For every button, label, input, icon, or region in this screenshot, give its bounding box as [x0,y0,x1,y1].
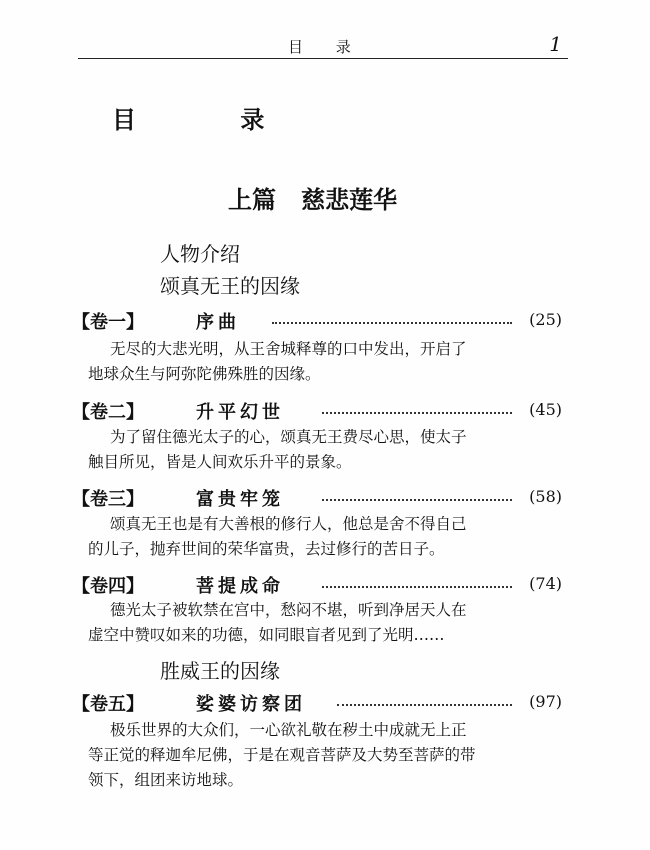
entry-desc-line: 极乐世界的大众们，一心欲礼敬在秽土中成就无上正 [110,721,467,739]
entry-desc-line: 领下，组团来访地球。 [88,771,244,789]
page-ref: (25) [529,310,562,329]
header-rule [78,58,568,59]
dot-leader [322,586,512,588]
page-number: 1 [549,32,562,56]
toc-entry-1[interactable] [72,308,562,336]
toc-entry-5[interactable] [72,690,562,718]
toc-title: 目 录 [112,106,313,134]
entry-desc-line: 德光太子被软禁在宫中，愁闷不堪，听到净居天人在 [110,601,467,619]
volume-label: 【卷四】 [72,576,144,597]
chapter-title: 娑婆访察团 [196,694,306,715]
page-ref: (58) [529,487,562,506]
toc-entry-4[interactable] [72,572,562,600]
header-title: 目 录 [288,38,365,56]
volume-label: 【卷三】 [72,489,144,510]
section-heading-yin1: 颂真无王的因缘 [160,274,300,298]
entry-desc-line: 虚空中赞叹如来的功德，如同眼盲者见到了光明…… [88,626,445,644]
part-title: 上篇 慈悲莲华 [228,185,398,214]
volume-label: 【卷五】 [72,694,144,715]
page-ref: (74) [529,574,562,593]
section-heading-yin2: 胜威王的因缘 [160,659,280,683]
page-ref: (97) [529,692,562,711]
toc-entry-2[interactable] [72,398,562,426]
chapter-title: 升平幻世 [196,402,284,423]
dot-leader [337,704,512,706]
toc-entry-3[interactable] [72,485,562,513]
entry-desc-line: 地球众生与阿弥陀佛殊胜的因缘。 [88,365,321,383]
volume-label: 【卷一】 [72,312,144,333]
entry-desc-line: 等正觉的释迦牟尼佛，于是在观音菩萨及大势至菩萨的带 [88,746,476,764]
volume-label: 【卷二】 [72,402,144,423]
section-heading-intro: 人物介绍 [160,242,240,266]
entry-desc-line: 的儿子，抛弃世间的荣华富贵，去过修行的苦日子。 [88,540,445,558]
dot-leader [272,322,512,324]
chapter-title: 序曲 [196,312,240,333]
chapter-title: 富贵牢笼 [196,489,284,510]
entry-desc-line: 为了留住德光太子的心，颂真无王费尽心思，使太子 [110,428,467,446]
page-header [78,30,568,60]
chapter-title: 菩提成命 [196,576,284,597]
dot-leader [322,412,512,414]
entry-desc-line: 无尽的大悲光明，从王舍城释尊的口中发出，开启了 [110,340,467,358]
entry-desc-line: 触目所见，皆是人间欢乐升平的景象。 [88,453,352,471]
dot-leader [322,499,512,501]
entry-desc-line: 颂真无王也是有大善根的修行人，他总是舍不得自己 [110,515,467,533]
page-ref: (45) [529,400,562,419]
